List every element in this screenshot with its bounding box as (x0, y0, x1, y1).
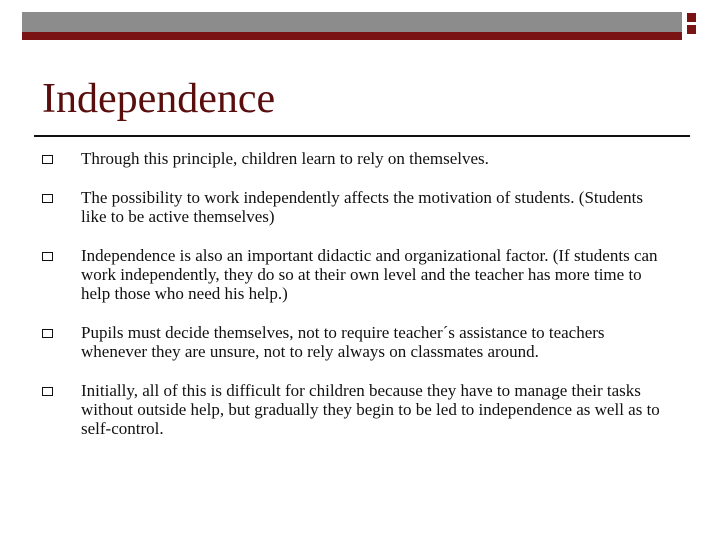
bullet-text: Through this principle, children learn to rely on themselves. (81, 149, 489, 168)
bullet-text: Independence is also an important didactic and organizational factor. (If students can work independently, they do so at their own level and the teacher has more time to help those who need his help.) (81, 246, 658, 303)
header-band (22, 12, 682, 32)
title-underline (34, 135, 690, 137)
bullet-item (40, 246, 680, 303)
bullet-text: Pupils must decide themselves, not to require teacher´s assistance to teachers whenever they are unsure, not to rely always on classmates around. (81, 323, 605, 361)
bullet-text: Initially, all of this is difficult for children because they have to manage their tasks without outside help, but gradually they begin to be led to independence as well as to self-control. (81, 381, 660, 438)
corner-square-top (686, 12, 697, 23)
bullet-item (40, 323, 680, 361)
square-bullet-icon (42, 252, 53, 261)
bullet-item (40, 381, 680, 438)
bullet-item (40, 149, 680, 168)
bullet-list (40, 149, 680, 458)
square-bullet-icon (42, 155, 53, 164)
bullet-text: The possibility to work independently affects the motivation of students. (Students like to be active themselves) (81, 188, 644, 226)
slide-title: Independence (42, 76, 276, 122)
square-bullet-icon (42, 194, 53, 203)
square-bullet-icon (42, 329, 53, 338)
bullet-item (40, 188, 680, 226)
square-bullet-icon (42, 387, 53, 396)
corner-square-bottom (686, 24, 697, 35)
header-accent-rule (22, 32, 682, 40)
